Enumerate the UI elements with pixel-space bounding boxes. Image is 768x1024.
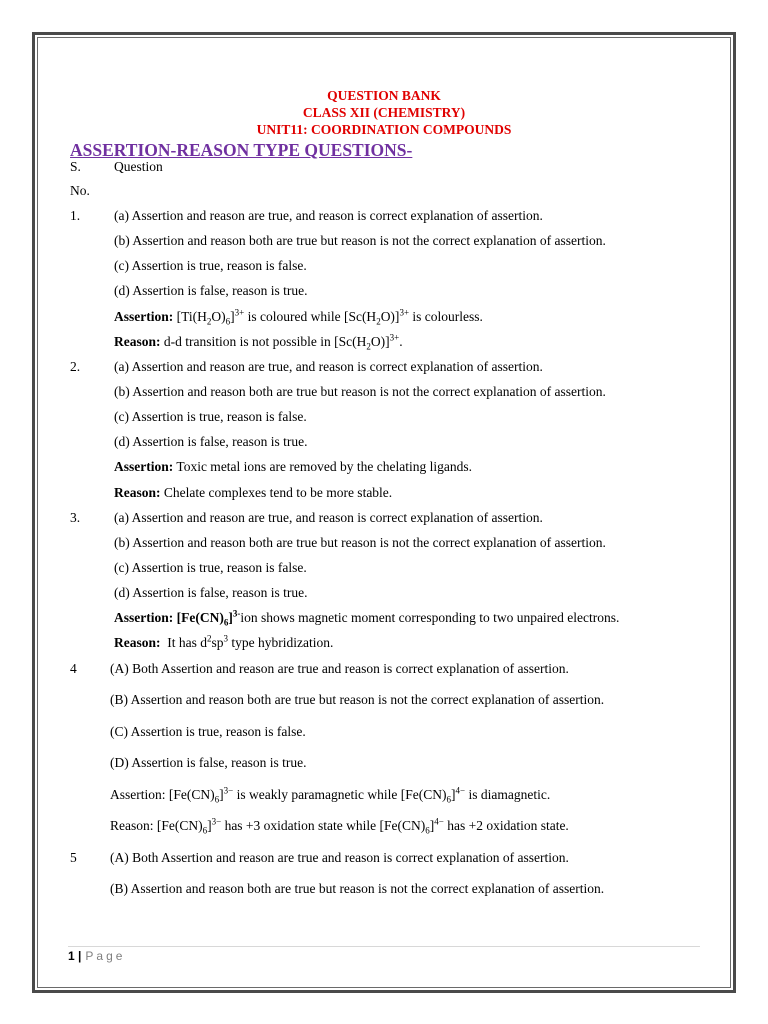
doc-unit: UNIT11: COORDINATION COMPOUNDS	[256, 122, 512, 137]
option-a: (a) Assertion and reason are true, and reason is correct explanation of assertion.	[114, 208, 543, 223]
assertion-label: Assertion:	[114, 309, 174, 324]
option-b: (b) Assertion and reason both are true but reason is not the correct explanation of assertion.	[114, 384, 606, 399]
reason-line: Reason: $[Fe(CN)_6]^{3-}$ has +3 oxidation state while $[Fe(CN)_6]^{4-}$ has +2 oxidation state.	[110, 816, 569, 836]
doc-class: CLASS XII (CHEMISTRY)	[302, 105, 466, 120]
page-number: 1	[68, 949, 75, 963]
option-d: (d) Assertion is false, reason is true.	[114, 283, 308, 298]
option-b: (B) Assertion and reason both are true but reason is not the correct explanation of assertion.	[110, 692, 605, 707]
question-number: 2.	[70, 359, 81, 374]
assertion-line: Assertion: $[Fe(CN)_6]^{3-}ion$ shows magnetic moment corresponding to two unpaired electrons.	[114, 608, 620, 628]
doc-title: QUESTION BANK	[327, 88, 441, 103]
option-c: (C) Assertion is true, reason is false.	[110, 724, 306, 739]
col-header-sno: S.	[70, 159, 81, 174]
option-d: (d) Assertion is false, reason is true.	[114, 585, 308, 600]
option-c: (c) Assertion is true, reason is false.	[114, 258, 307, 273]
option-b: (b) Assertion and reason both are true but reason is not the correct explanation of assertion.	[114, 233, 606, 248]
assertion-label: Assertion:	[114, 610, 174, 625]
question-number: 3.	[70, 510, 81, 525]
assertion-label: Assertion:	[114, 459, 174, 474]
reason-label: Reason:	[114, 334, 161, 349]
footer-divider	[68, 946, 700, 947]
reason-line: Reason: d-d transition is not possible in $[Sc(H_2O)]^{3+}$.	[114, 332, 403, 352]
option-a: (a) Assertion and reason are true, and reason is correct explanation of assertion.	[114, 510, 543, 525]
page-footer: 1 | Page	[68, 949, 126, 963]
option-a: (a) Assertion and reason are true, and reason is correct explanation of assertion.	[114, 359, 543, 374]
option-d: (d) Assertion is false, reason is true.	[114, 434, 308, 449]
option-a: (A) Both Assertion and reason are true and reason is correct explanation of assertion.	[110, 661, 569, 676]
question-number: 4	[70, 661, 77, 676]
section-title: ASSERTION-REASON TYPE QUESTIONS-	[70, 140, 413, 160]
question-number: 5	[70, 850, 77, 865]
reason-label: Reason:	[114, 635, 161, 650]
reason-line: Reason: Chelate complexes tend to be more stable.	[114, 485, 393, 500]
assertion-line: Assertion: $[Ti(H_2O)_6]^{3+}$ is coloured while $[Sc(H_2O)]^{3+}$ is colourless.	[114, 307, 483, 327]
option-c: (c) Assertion is true, reason is false.	[114, 409, 307, 424]
question-number: 1.	[70, 208, 81, 223]
option-a: (A) Both Assertion and reason are true and reason is correct explanation of assertion.	[110, 850, 569, 865]
col-header-sno-2: No.	[70, 183, 90, 198]
reason-label: Reason:	[114, 485, 161, 500]
option-b: (B) Assertion and reason both are true but reason is not the correct explanation of assertion.	[110, 881, 605, 896]
option-b: (b) Assertion and reason both are true but reason is not the correct explanation of assertion.	[114, 535, 606, 550]
col-header-question: Question	[114, 159, 163, 174]
assertion-line: Assertion: $[Fe(CN)_6]^{3-}$ is weakly paramagnetic while $[Fe(CN)_6]^{4-}$ is diamagnetic.	[110, 785, 551, 805]
option-d: (D) Assertion is false, reason is true.	[110, 755, 307, 770]
page-label: Page	[85, 949, 126, 963]
assertion-line: Assertion: Toxic metal ions are removed by the chelating ligands.	[114, 459, 472, 474]
reason-line: Reason: It has $d^2sp^3$ type hybridization.	[114, 633, 334, 650]
option-c: (c) Assertion is true, reason is false.	[114, 560, 307, 575]
